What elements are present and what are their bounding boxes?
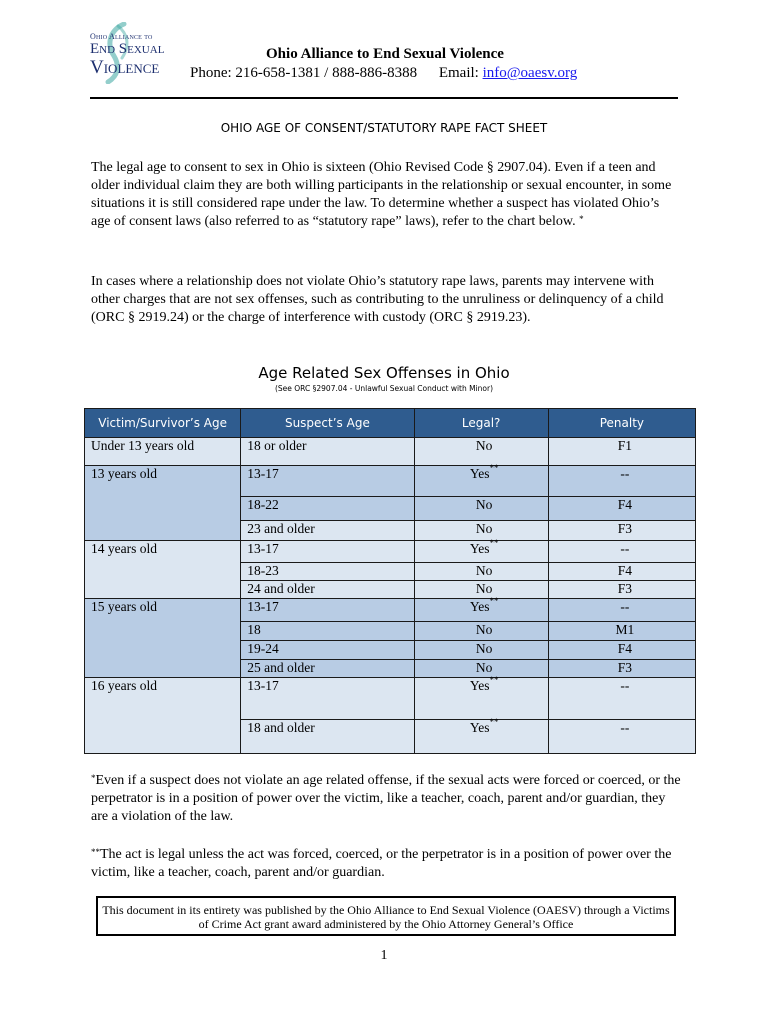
- legal-value: Yes: [469, 541, 490, 556]
- legal-cell: No: [414, 581, 548, 599]
- table-subtitle: (See ORC §2907.04 - Unlawful Sexual Conduct with Minor): [274, 384, 494, 393]
- victim-age-cell: 16 years old: [85, 678, 241, 754]
- legal-cell: [414, 675, 548, 720]
- org-name: Ohio Alliance to End Sexual Violence: [266, 46, 504, 62]
- legal-cell: No: [414, 438, 548, 466]
- penalty-cell: F4: [548, 563, 695, 581]
- footnote-marker: *: [91, 773, 96, 783]
- footnote-1: [91, 772, 681, 826]
- footnote-2: [91, 846, 681, 882]
- table-row: [85, 541, 696, 563]
- footnote-marker: **: [489, 675, 499, 685]
- legal-value: Yes: [469, 678, 490, 693]
- charges-paragraph: In cases where a relationship does not violate Ohio’s statutory rape laws, parents may intervene with other charges that are not sex offenses, such as contributing to the unruliness or delinquency of a child (ORC § 2919.24) or the charge of interference with custody (ORC § 2919.23).: [91, 274, 664, 325]
- legal-cell: [414, 596, 548, 622]
- legal-value: Yes: [469, 466, 490, 481]
- logo-line-2: End Sexual: [90, 41, 165, 57]
- legal-cell: [414, 463, 548, 497]
- suspect-age-cell: 18-23: [241, 563, 414, 581]
- legal-value: Yes: [469, 720, 490, 735]
- table-header-row: [85, 409, 696, 438]
- table-title: Age Related Sex Offenses in Ohio: [258, 364, 510, 382]
- suspect-age-cell: 18 or older: [241, 438, 414, 466]
- penalty-cell: F1: [548, 438, 695, 466]
- logo: [84, 22, 172, 84]
- penalty-cell: --: [548, 466, 695, 497]
- victim-age-cell: Under 13 years old: [85, 438, 241, 466]
- page-title: OHIO AGE OF CONSENT/STATUTORY RAPE FACT SHEET: [220, 121, 548, 135]
- funding-notice-box: This document in its entirety was published by the Ohio Alliance to End Sexual Violence (OAESV) through a Victims of Crime Act grant award administered by the Ohio Attorney General’s Office: [96, 896, 676, 936]
- legal-cell: No: [414, 660, 548, 678]
- footnote-marker: **: [489, 463, 499, 473]
- table-row: [85, 599, 696, 622]
- table-row: [85, 466, 696, 497]
- col-header-suspect-age: Suspect’s Age: [241, 409, 414, 438]
- penalty-cell: M1: [548, 622, 695, 641]
- victim-age-cell: 15 years old: [85, 599, 241, 678]
- page-number: 1: [380, 948, 388, 963]
- footnote-marker: **: [489, 717, 499, 727]
- penalty-cell: --: [548, 541, 695, 563]
- footnote-marker: *: [579, 214, 584, 224]
- suspect-age-cell: 18: [241, 622, 414, 641]
- intro-paragraph: [91, 159, 681, 231]
- contact-line: [190, 65, 577, 82]
- suspect-age-cell: 13-17: [241, 678, 414, 720]
- footnote-2-text: The act is legal unless the act was forced, coerced, or the perpetrator is in a position of power over the victim, like a teacher, coach, parent and/or guardian.: [91, 847, 672, 880]
- suspect-age-cell: 13-17: [241, 599, 414, 622]
- legal-cell: No: [414, 521, 548, 541]
- footnote-marker: **: [489, 596, 499, 606]
- logo-line-3: Violence: [90, 57, 160, 78]
- legal-cell: No: [414, 497, 548, 521]
- col-header-legal: Legal?: [414, 409, 548, 438]
- suspect-age-cell: 23 and older: [241, 521, 414, 541]
- legal-cell: No: [414, 641, 548, 660]
- legal-cell: No: [414, 622, 548, 641]
- email-label: Email:: [438, 65, 479, 81]
- penalty-cell: --: [548, 678, 695, 720]
- footnote-1-text: Even if a suspect does not violate an age related offense, if the sexual acts were forced or coerced, or the perpetrator is in a position of power over the victim, like a teacher, coach, parent and/or guardian, they are a violation of the law.: [91, 773, 681, 824]
- table-row: [85, 438, 696, 466]
- penalty-cell: F3: [548, 521, 695, 541]
- suspect-age-cell: 13-17: [241, 541, 414, 563]
- col-header-penalty: Penalty: [548, 409, 695, 438]
- header-divider: [90, 97, 678, 99]
- suspect-age-cell: 18 and older: [241, 720, 414, 754]
- email-link[interactable]: info@oaesv.org: [482, 65, 578, 81]
- suspect-age-cell: 25 and older: [241, 660, 414, 678]
- logo-line-1: Ohio Alliance to: [90, 32, 153, 41]
- intro-text: The legal age to consent to sex in Ohio is sixteen (Ohio Revised Code § 2907.04). Even if a teen and older individual claim they are both willing participants in the relationship or sexual encounter, in some situations it is still considered rape under the law. To determine whether a suspect has violated Ohio’s age of consent laws (also referred to as “statutory rape” laws), refer to the chart below.: [91, 160, 672, 229]
- penalty-cell: F3: [548, 581, 695, 599]
- legal-cell: [414, 717, 548, 754]
- legal-cell: No: [414, 563, 548, 581]
- penalty-cell: --: [548, 720, 695, 754]
- footnote-marker: **: [489, 538, 499, 548]
- suspect-age-cell: 18-22: [241, 497, 414, 521]
- legal-cell: [414, 538, 548, 563]
- col-header-victim-age: Victim/Survivor’s Age: [85, 409, 241, 438]
- suspect-age-cell: 13-17: [241, 466, 414, 497]
- victim-age-cell: 13 years old: [85, 466, 241, 541]
- phone-text: Phone: 216-658-1381 / 888-886-8388: [190, 65, 418, 81]
- suspect-age-cell: 24 and older: [241, 581, 414, 599]
- footnote-marker: **: [91, 847, 100, 857]
- penalty-cell: --: [548, 599, 695, 622]
- legal-value: Yes: [469, 599, 490, 614]
- penalty-cell: F3: [548, 660, 695, 678]
- suspect-age-cell: 19-24: [241, 641, 414, 660]
- table-row: [85, 678, 696, 720]
- penalty-cell: F4: [548, 641, 695, 660]
- penalty-cell: F4: [548, 497, 695, 521]
- offenses-table: [84, 408, 696, 754]
- victim-age-cell: 14 years old: [85, 541, 241, 599]
